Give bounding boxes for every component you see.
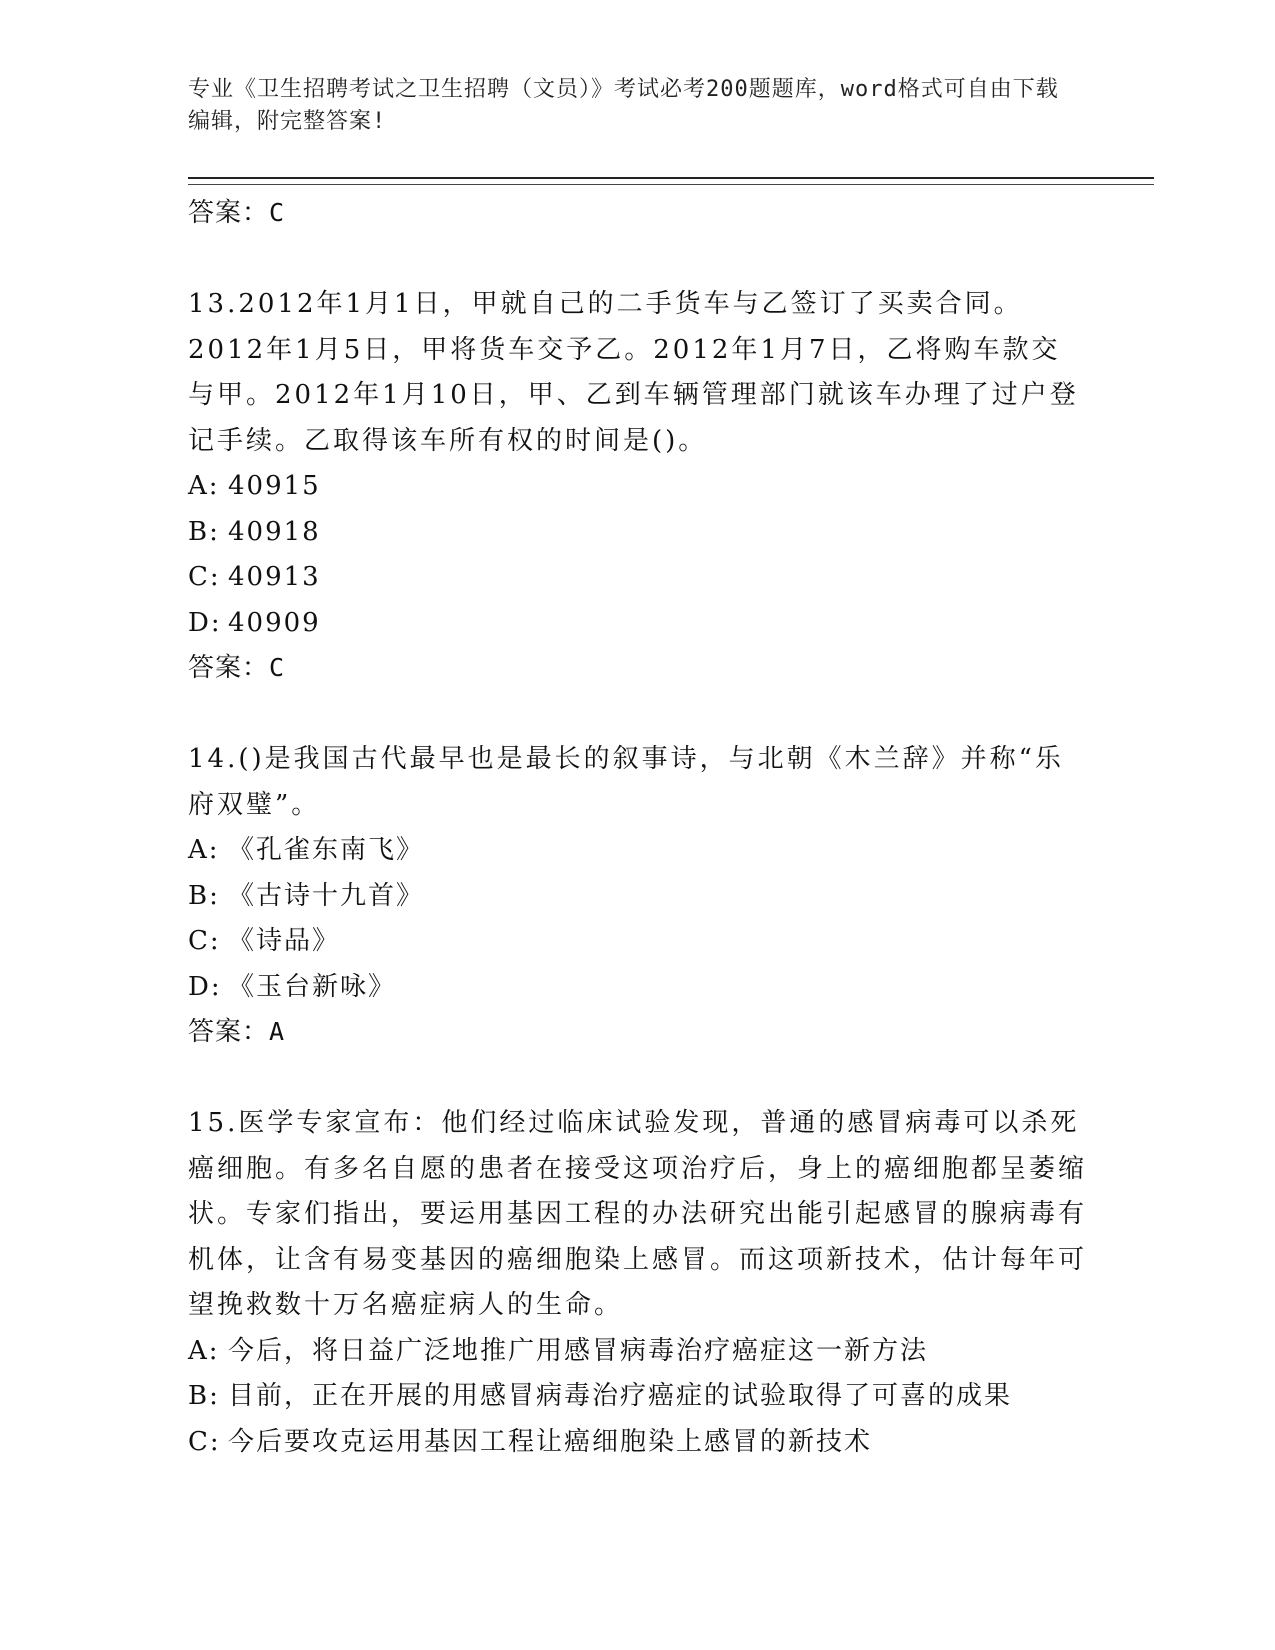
answer-option [188,874,1088,920]
question-stem: 13.2012年1月1日，甲就自己的二手货车与乙签订了买卖合同。2012年1月5日，甲将货车交予乙。2012年1月7日，乙将购车款交与甲。2012年1月10日，甲、乙到车辆管理部门就该车办理了过户登记手续。乙取得该车所有权的时间是()。 [188,289,1079,456]
question-stem: 15.医学专家宣布：他们经过临床试验发现，普通的感冒病毒可以杀死癌细胞。有多名自愿的患者在接受这项治疗后，身上的癌细胞都呈萎缩状。专家们指出，要运用基因工程的办法研究出能引起感冒的腺病毒有机体，让含有易变基因的癌细胞染上感冒。而这项新技术，估计每年可望挽救数十万名癌症病人的生命。 [188,1108,1088,1320]
question-content [188,191,1088,1465]
answer-option [188,1374,1088,1420]
answer-line [188,1010,1088,1054]
option-text: 40918 [228,516,321,547]
page-header-title: 专业《卫生招聘考试之卫生招聘（文员）》考试必考200题题库，word格式可自由下载编辑，附完整答案! [188,77,1059,134]
option-letter: D: [188,971,222,1002]
answer-option [188,601,1088,647]
block-spacer [188,1054,1088,1101]
answer-value: C [269,198,286,227]
answer-value: C [269,653,286,682]
answer-option [188,965,1088,1011]
header-divider-thin [188,184,1154,185]
option-letter: A: [188,1335,220,1366]
option-letter: D: [188,607,222,638]
answer-option [188,555,1088,601]
block-spacer [188,235,1088,282]
option-text: 《诗品》 [228,926,341,956]
answer-line [188,191,1088,235]
answer-label: 答案： [188,653,270,683]
option-letter: B: [188,880,220,911]
option-text: 《孔雀东南飞》 [228,835,425,865]
option-text: 今后，将日益广泛地推广用感冒病毒治疗癌症这一新方法 [228,1335,929,1366]
option-text: 《古诗十九首》 [228,880,425,911]
answer-line [188,646,1088,690]
header-divider-thick [188,177,1154,179]
answer-value: A [269,1017,286,1046]
block-spacer [188,690,1088,737]
answer-option [188,510,1088,556]
option-letter: A: [188,835,220,865]
option-text: 40909 [228,607,321,638]
option-text: 40915 [228,471,321,501]
answer-option [188,828,1088,874]
option-letter: B: [188,1381,220,1411]
option-text: 40913 [228,562,321,592]
option-letter: A: [188,471,220,501]
option-letter: B: [188,516,220,547]
answer-option [188,1329,1088,1375]
option-letter: C: [188,1426,221,1457]
option-text: 今后要攻克运用基因工程让癌细胞染上感冒的新技术 [228,1426,873,1457]
answer-option [188,1420,1088,1466]
option-text: 目前，正在开展的用感冒病毒治疗癌症的试验取得了可喜的成果 [228,1381,1013,1411]
answer-label: 答案： [188,1017,270,1047]
answer-option [188,919,1088,965]
option-letter: C: [188,926,221,956]
answer-option [188,464,1088,510]
option-letter: C: [188,562,221,592]
option-text: 《玉台新咏》 [228,971,397,1002]
answer-label: 答案： [188,198,270,228]
question-stem: 14.()是我国古代最早也是最长的叙事诗，与北朝《木兰辞》并称“乐府双璧”。 [188,744,1064,820]
